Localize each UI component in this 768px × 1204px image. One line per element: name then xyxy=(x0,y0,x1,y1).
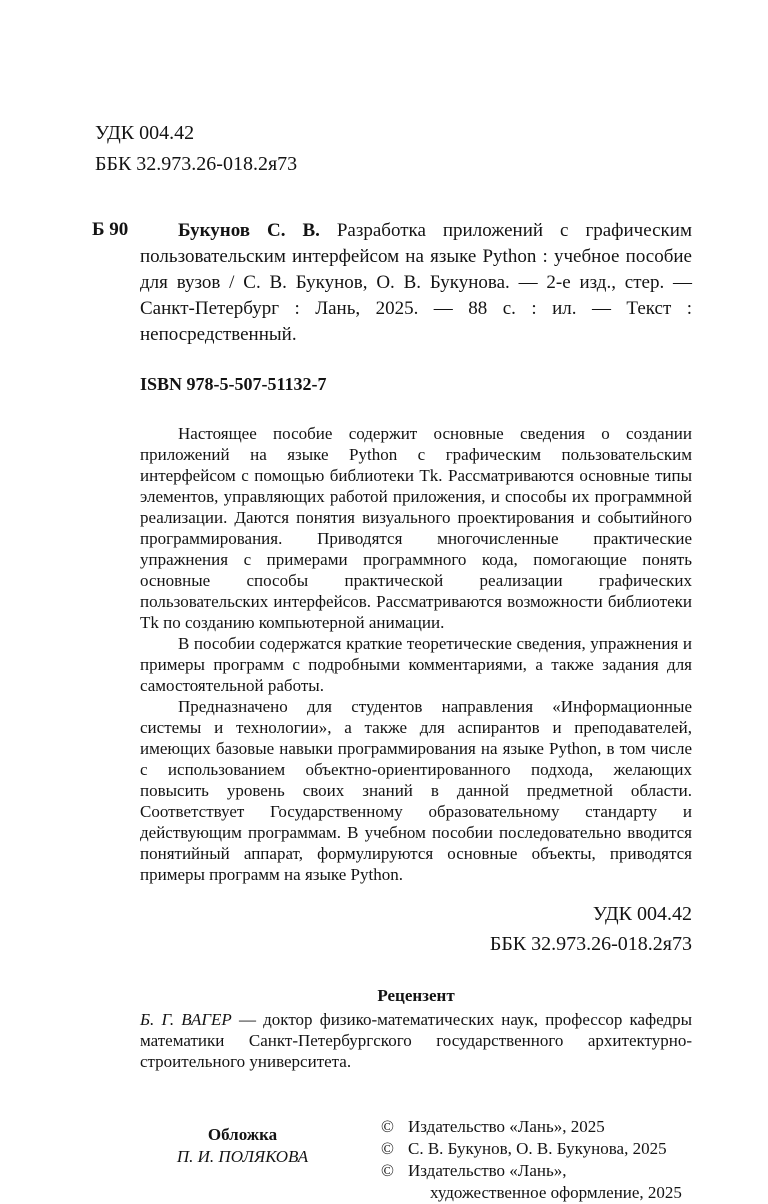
bibliographic-description xyxy=(140,218,692,348)
copyright-symbol: © xyxy=(381,1117,394,1136)
credits-section xyxy=(150,1116,768,1204)
bibliographic-description-text: Разработка приложений с графическим пользовательским интерфейсом на языке Python : учебное пособие для вузов / С. В. Букунов, О. В. Букунова. — 2-е изд., стер. — Санкт-Петербург : Лань, 2025. — 88 с. : ил. — Текст : непосредственный. xyxy=(140,220,692,345)
copyright-symbol: © xyxy=(381,1161,394,1180)
copyright-line-continuation xyxy=(381,1182,682,1204)
copyright-line xyxy=(381,1160,682,1182)
copyright-symbol: © xyxy=(381,1139,394,1158)
cover-credit-label: Обложка xyxy=(207,1125,278,1144)
copyright-text: С. В. Букунов, О. В. Букунова, 2025 xyxy=(408,1139,667,1158)
annotation-block xyxy=(140,423,692,885)
copyright-text: Издательство «Лань», 2025 xyxy=(408,1117,605,1136)
udk-code-bottom: УДК 004.42 xyxy=(592,903,692,925)
copyright-text: Издательство «Лань», xyxy=(408,1161,567,1180)
copyright-line xyxy=(381,1116,682,1138)
reviewer-description xyxy=(140,1009,692,1072)
reviewer-heading: Рецензент xyxy=(377,986,455,1005)
copyright-list xyxy=(381,1116,682,1204)
bbk-code-bottom: ББК 32.973.26-018.2я73 xyxy=(489,933,692,955)
copyright-symbol xyxy=(381,1182,408,1204)
annotation-paragraph-1: Настоящее пособие содержит основные сведения о создании приложений на языке Python с графическим пользовательским интерфейсом с помощью библиотеки Tk. Рассматриваются основные типы элементов, управляющих работой приложения, и способы их программной реализации. Даются понятия визуального проектирования и событийного программирования. Приводятся многочисленные практические упражнения с примерами программного кода, помогающие понять основные способы практической реализации графических пользовательских интерфейсов. Рассматриваются возможности библиотеки Tk по созданию компьютерной анимации. xyxy=(140,424,692,632)
reviewer-name: Б. Г. ВАГЕР xyxy=(140,1010,232,1029)
author-sign-code: Б 90 xyxy=(92,219,129,240)
annotation-paragraph-2: В пособии содержатся краткие теоретические сведения, упражнения и примеры программ с подробными комментариями, а также задания для самостоятельной работы. xyxy=(140,634,692,695)
bibliographic-entry xyxy=(0,218,768,348)
cover-credit xyxy=(150,1116,335,1204)
reviewer-credentials: — доктор физико-математических наук, профессор кафедры математики Санкт-Петербургского государственного архитектурно-строительного университета. xyxy=(140,1010,692,1071)
annotation-paragraph-3: Предназначено для студентов направления «Информационные системы и технологии», а также для аспирантов и преподавателей, имеющих базовые навыки программирования на языке Python, в том числе с использованием объектно-ориентированного подхода, желающих повысить уровень своих знаний в данной предметной области. Соответствует Государственному образовательному стандарту и действующим программам. В учебном пособии последовательно вводится понятийный аппарат, формулируются основные объекты, приводятся примеры программ на языке Python. xyxy=(140,697,692,884)
bbk-code-top: ББК 32.973.26-018.2я73 xyxy=(95,153,298,175)
copyright-line xyxy=(381,1138,682,1160)
cover-designer-name: П. И. ПОЛЯКОВА xyxy=(176,1147,309,1166)
isbn-number: ISBN 978-5-507-51132-7 xyxy=(140,374,327,394)
copyright-text: художественное оформление, 2025 xyxy=(430,1183,682,1202)
classification-codes-top xyxy=(95,0,768,180)
classification-codes-bottom xyxy=(0,899,692,959)
author-name: Букунов С. В. xyxy=(178,220,320,241)
reviewer-section xyxy=(140,985,692,1072)
udk-code-top: УДК 004.42 xyxy=(95,122,195,144)
